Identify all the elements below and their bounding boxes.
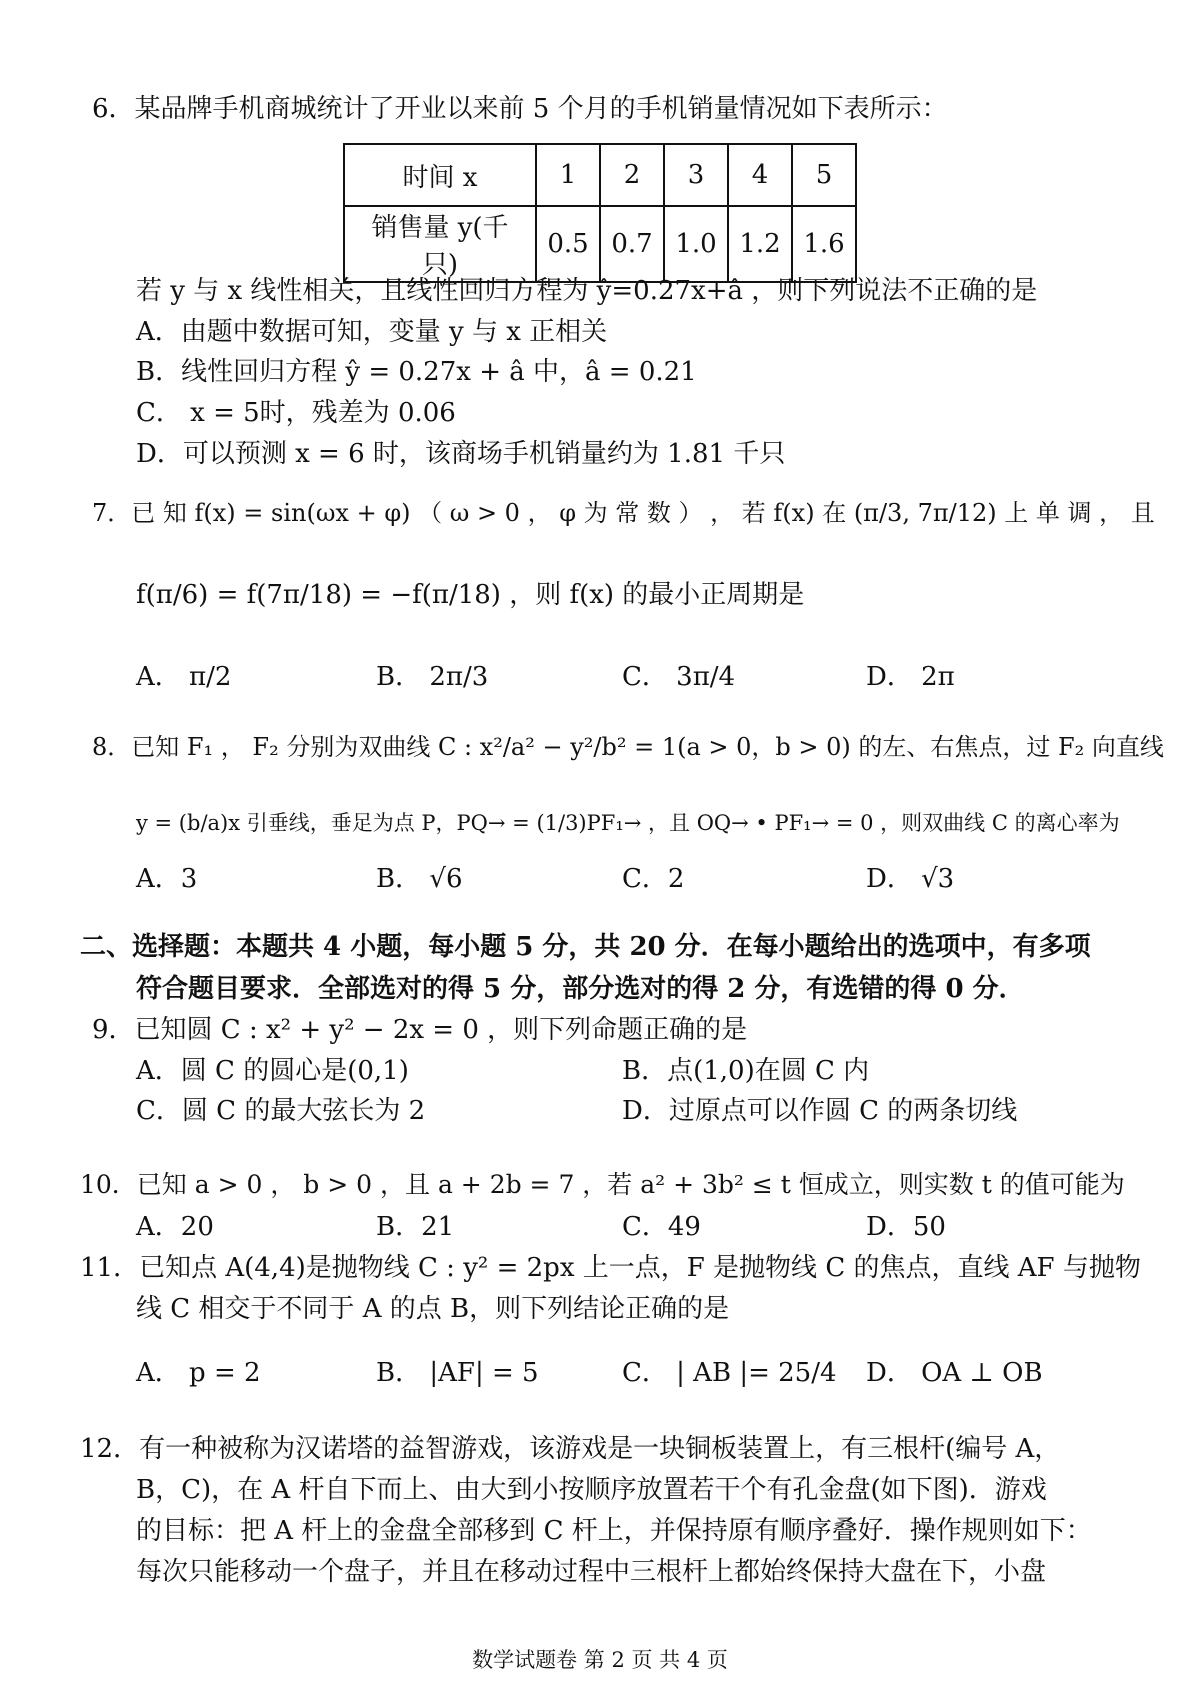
table-header-sales: 销售量 y(千只): [344, 206, 536, 282]
q8-line1: 8．已知 F₁ ， F₂ 分别为双曲线 C : x²/a² − y²/b² = 1(a > 0，b > 0) 的左、右焦点，过 F₂ 向直线: [92, 733, 1164, 761]
q11-line1: 11．已知点 A(4,4)是抛物线 C : y² = 2px 上一点，F 是抛物线 C 的焦点，直线 AF 与抛物: [80, 1253, 1141, 1283]
q11-option-b: B． |AF| = 5: [376, 1358, 539, 1388]
table-cell: 1.0: [664, 206, 728, 282]
q11-option-c: C． | AB |= 25/4: [622, 1358, 837, 1388]
table-row: [344, 206, 856, 282]
table-cell: 4: [728, 144, 792, 206]
q6-option-a: A．由题中数据可知，变量 y 与 x 正相关: [136, 317, 608, 347]
table-cell: 0.7: [600, 206, 664, 282]
table-header-time: 时间 x: [344, 144, 536, 206]
q8-option-d: D． √3: [866, 864, 955, 894]
q8-option-b: B． √6: [376, 864, 463, 894]
q10-option-b: B．21: [376, 1212, 455, 1242]
q9-option-d: D．过原点可以作圆 C 的两条切线: [622, 1096, 1018, 1126]
table-cell: 0.5: [536, 206, 600, 282]
q12-line4: 每次只能移动一个盘子，并且在移动过程中三根杆上都始终保持大盘在下，小盘: [136, 1557, 1047, 1587]
table-cell: 1: [536, 144, 600, 206]
q11-option-d: D． OA ⊥ OB: [866, 1358, 1043, 1388]
q6-option-b: B．线性回归方程 ŷ = 0.27x + â 中，â = 0.21: [136, 357, 697, 387]
q10-option-a: A．20: [136, 1212, 214, 1242]
q9-option-b: B．点(1,0)在圆 C 内: [622, 1056, 870, 1086]
q7-option-c: C． 3π/4: [622, 662, 736, 692]
q11-line2: 线 C 相交于不同于 A 的点 B，则下列结论正确的是: [136, 1294, 730, 1324]
q8-line2: y = (b/a)x 引垂线，垂足为点 P，PQ→ = (1/3)PF₁→ ，且 OQ→ • PF₁→ = 0 ，则双曲线 C 的离心率为: [136, 811, 1120, 835]
q9-option-c: C．圆 C 的最大弦长为 2: [136, 1096, 426, 1126]
q7-option-b: B． 2π/3: [376, 662, 489, 692]
q6-condition: 若 y 与 x 线性相关，且线性回归方程为 ŷ=0.27x+â ，则下列说法不正确的是: [136, 276, 1038, 306]
table-cell: 3: [664, 144, 728, 206]
q6-option-d: D．可以预测 x = 6 时，该商场手机销量约为 1.81 千只: [136, 439, 786, 469]
q7-line1: 7．已 知 f(x) = sin(ωx + φ) （ ω > 0 ， φ 为 常 数 ） ， 若 f(x) 在 (π/3, 7π/12) 上 单 调 ， 且: [92, 499, 1155, 527]
q7-option-d: D． 2π: [866, 662, 955, 692]
sales-table: [343, 143, 857, 283]
q11-option-a: A． p = 2: [136, 1358, 261, 1388]
q7-line2: f(π/6) = f(7π/18) = −f(π/18) ，则 f(x) 的最小正周期是: [136, 580, 805, 610]
section2-heading-line1: 二、选择题：本题共 4 小题，每小题 5 分，共 20 分．在每小题给出的选项中，有多项: [80, 932, 1091, 962]
table-row: [344, 144, 856, 206]
q7-option-a: A． π/2: [136, 662, 232, 692]
page-footer: 数学试题卷 第 2 页 共 4 页: [472, 1648, 728, 1672]
q8-option-c: C．2: [622, 864, 685, 894]
q9-stem: 9．已知圆 C : x² + y² − 2x = 0 ，则下列命题正确的是: [92, 1015, 748, 1045]
q12-line1: 12．有一种被称为汉诺塔的益智游戏，该游戏是一块铜板装置上，有三根杆(编号 A，: [80, 1434, 1061, 1464]
q10-stem: 10．已知 a > 0 ， b > 0 ，且 a + 2b = 7 ，若 a² + 3b² ≤ t 恒成立，则实数 t 的值可能为: [80, 1170, 1125, 1199]
table-cell: 1.6: [792, 206, 856, 282]
table-cell: 1.2: [728, 206, 792, 282]
table-cell: 2: [600, 144, 664, 206]
q10-option-d: D．50: [866, 1212, 946, 1242]
q12-line3: 的目标：把 A 杆上的金盘全部移到 C 杆上，并保持原有顺序叠好．操作规则如下：: [136, 1516, 1092, 1546]
q9-option-a: A．圆 C 的圆心是(0,1): [136, 1056, 409, 1086]
table-cell: 5: [792, 144, 856, 206]
q12-line2: B，C)，在 A 杆自下而上、由大到小按顺序放置若干个有孔金盘(如下图)．游戏: [136, 1475, 1047, 1505]
section2-heading-line2: 符合题目要求．全部选对的得 5 分，部分选对的得 2 分，有选错的得 0 分．: [136, 974, 1025, 1004]
q6-stem: 6．某品牌手机商城统计了开业以来前 5 个月的手机销量情况如下表所示：: [92, 94, 948, 124]
q10-option-c: C．49: [622, 1212, 701, 1242]
q8-option-a: A．3: [136, 864, 198, 894]
q6-option-c: C． x = 5时，残差为 0.06: [136, 398, 456, 428]
